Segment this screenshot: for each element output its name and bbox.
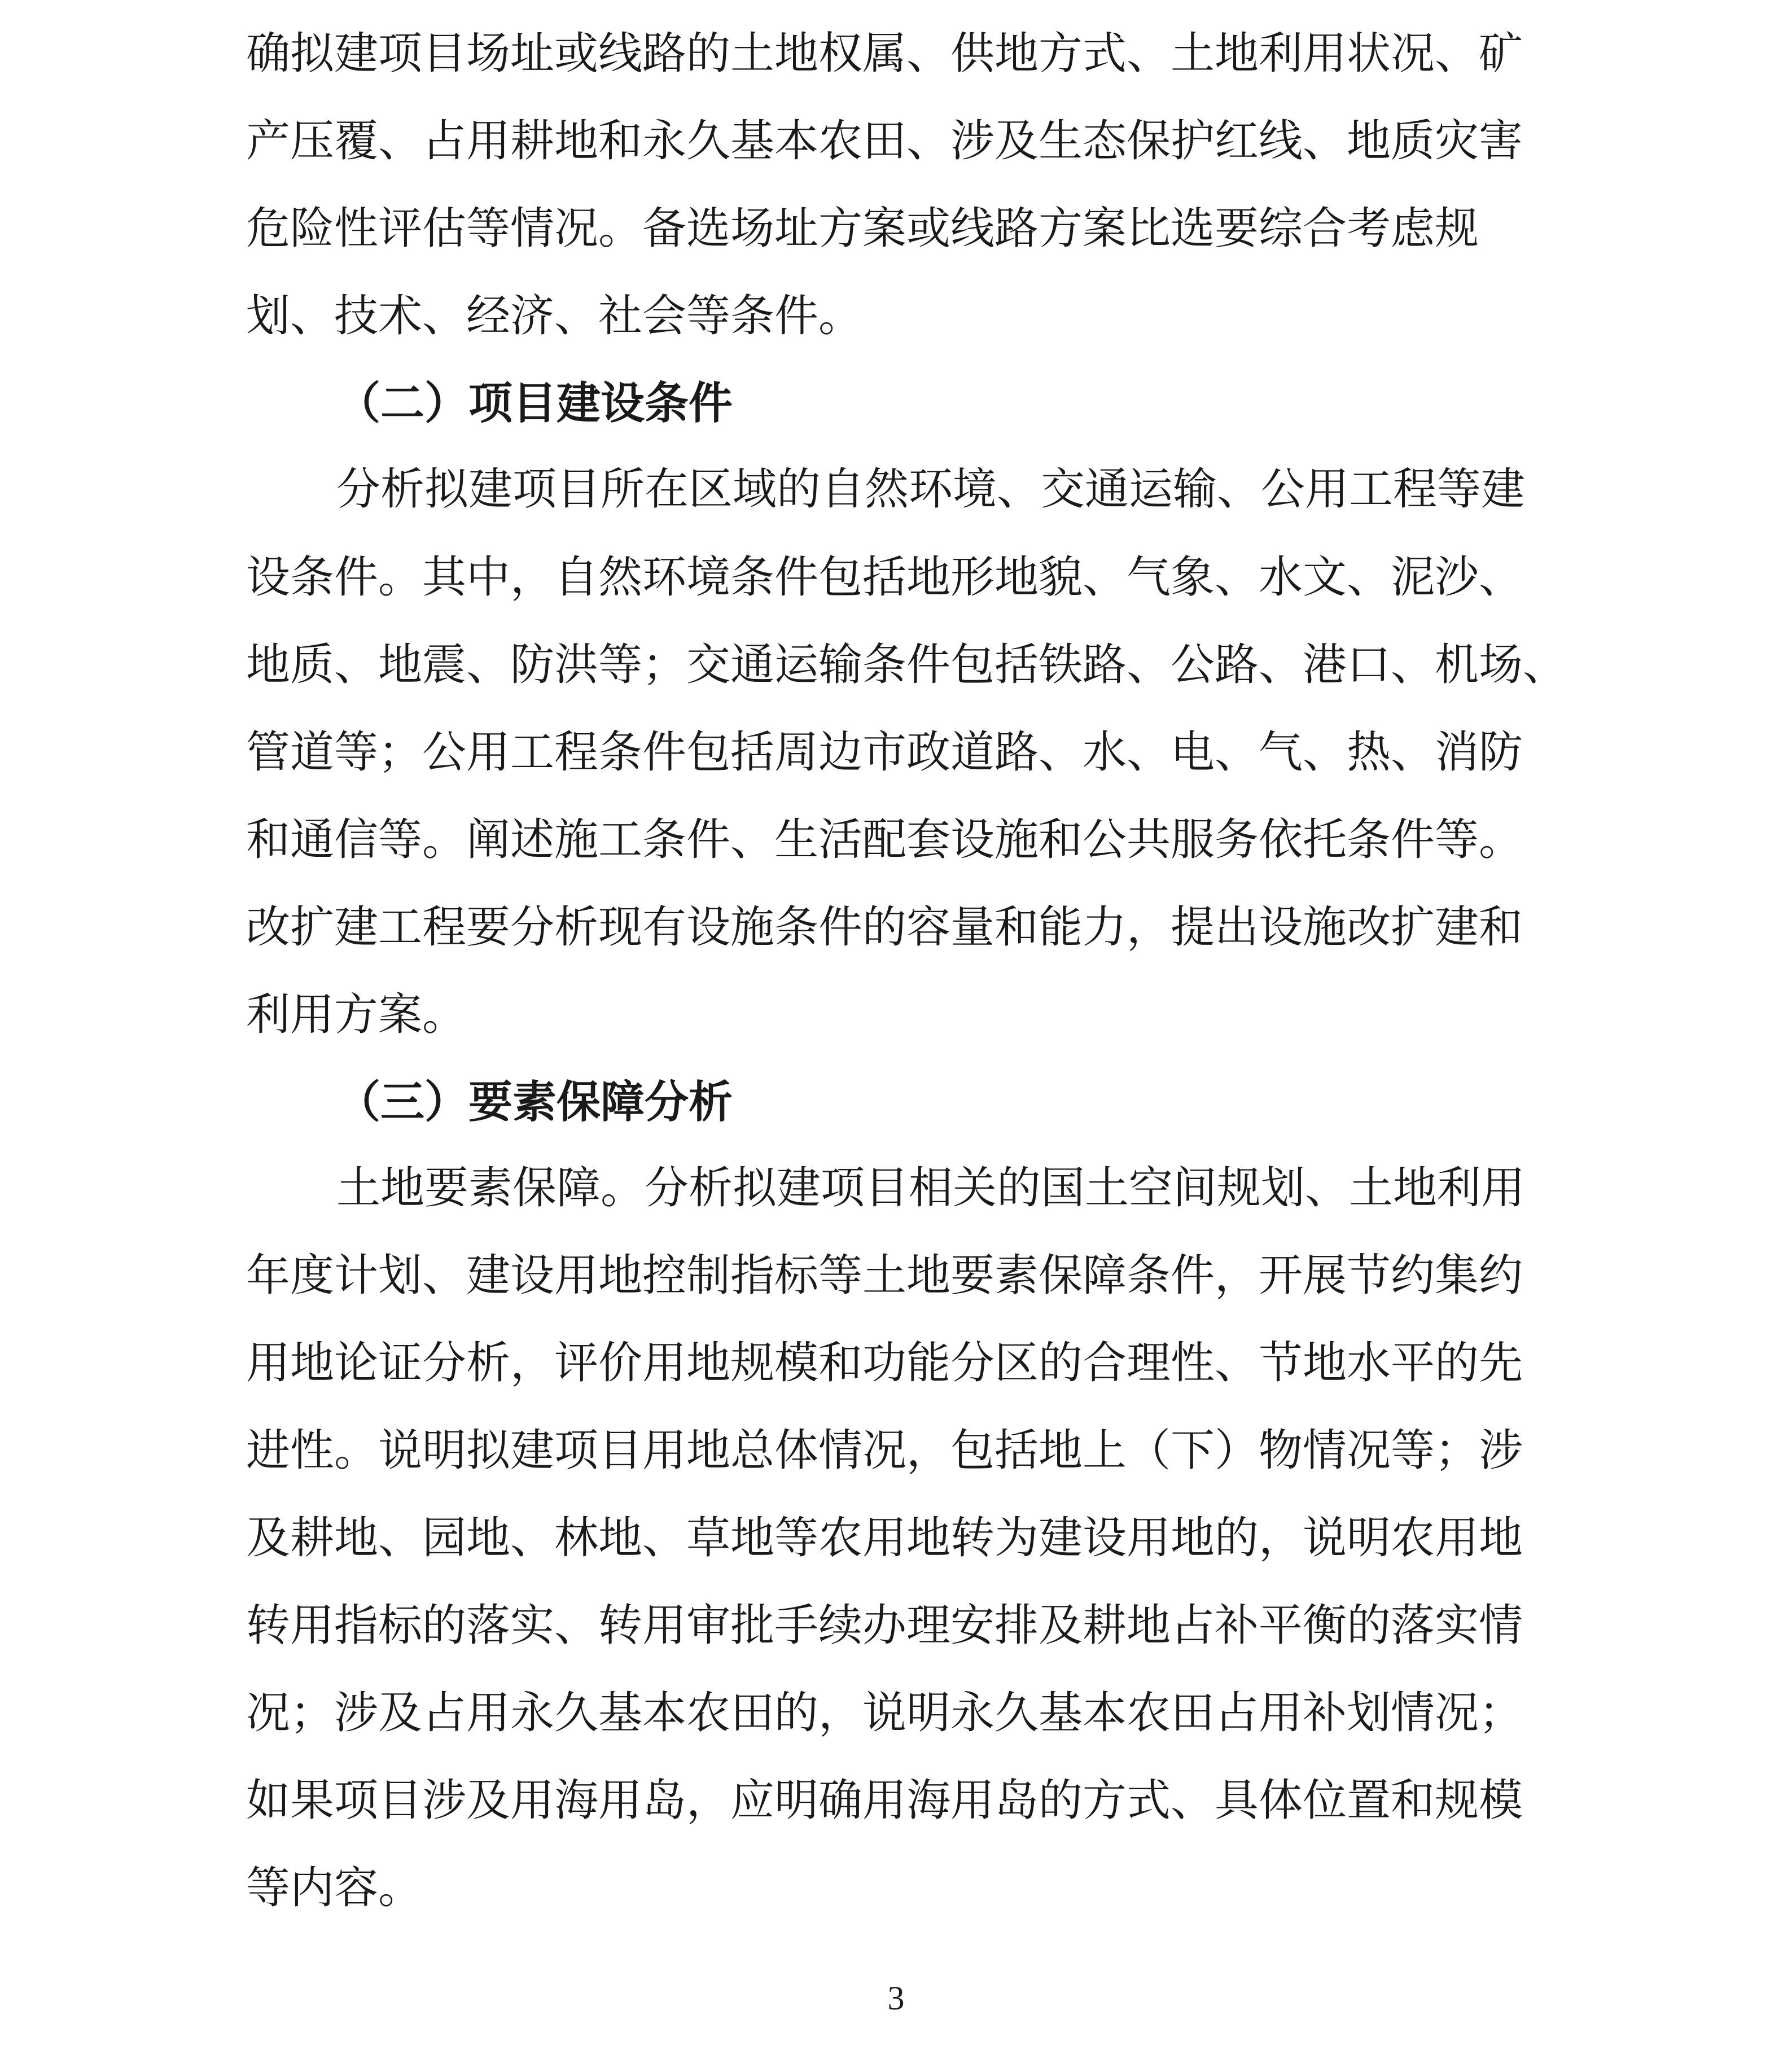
paragraph-line: 分析拟建项目所在区域的自然环境、交通运输、公用工程等建 bbox=[336, 464, 1526, 515]
paragraph-line: 危险性评估等情况。备选场址方案或线路方案比选要综合考虑规 bbox=[246, 203, 1479, 254]
paragraph-line: 况；涉及占用永久基本农田的，说明永久基本农田占用补划情况； bbox=[246, 1688, 1523, 1738]
paragraph-line: 改扩建工程要分析现有设施条件的容量和能力，提出设施改扩建和 bbox=[246, 902, 1523, 953]
paragraph-line: 设条件。其中，自然环境条件包括地形地貌、气象、水文、泥沙、 bbox=[246, 552, 1523, 603]
paragraph-line: 管道等；公用工程条件包括周边市政道路、水、电、气、热、消防 bbox=[246, 727, 1523, 778]
paragraph-line: 年度计划、建设用地控制指标等土地要素保障条件，开展节约集约 bbox=[246, 1250, 1523, 1301]
paragraph-line: 划、技术、经济、社会等条件。 bbox=[246, 291, 863, 341]
section-heading: （三）要素保障分析 bbox=[336, 1077, 733, 1128]
section-heading: （二）项目建设条件 bbox=[336, 378, 733, 429]
paragraph-line: 和通信等。阐述施工条件、生活配套设施和公共服务依托条件等。 bbox=[246, 814, 1523, 865]
paragraph-line: 用地论证分析，评价用地规模和功能分区的合理性、节地水平的先 bbox=[246, 1338, 1523, 1389]
paragraph-line: 如果项目涉及用海用岛，应明确用海用岛的方式、具体位置和规模 bbox=[246, 1775, 1523, 1826]
page-number: 3 bbox=[887, 1979, 905, 2017]
paragraph-line: 确拟建项目场址或线路的土地权属、供地方式、土地利用状况、矿 bbox=[246, 28, 1523, 79]
paragraph-line: 利用方案。 bbox=[246, 989, 467, 1040]
paragraph-line: 转用指标的落实、转用审批手续办理安排及耕地占补平衡的落实情 bbox=[246, 1600, 1523, 1651]
paragraph-line: 等内容。 bbox=[246, 1863, 423, 1913]
paragraph-line: 地质、地震、防洪等；交通运输条件包括铁路、公路、港口、机场、 bbox=[246, 640, 1567, 690]
paragraph-line: 进性。说明拟建项目用地总体情况，包括地上（下）物情况等；涉 bbox=[246, 1425, 1523, 1476]
paragraph-line: 及耕地、园地、林地、草地等农用地转为建设用地的，说明农用地 bbox=[246, 1513, 1523, 1563]
paragraph-line: 产压覆、占用耕地和永久基本农田、涉及生态保护红线、地质灾害 bbox=[246, 116, 1523, 167]
paragraph-line: 土地要素保障。分析拟建项目相关的国土空间规划、土地利用 bbox=[336, 1163, 1526, 1214]
